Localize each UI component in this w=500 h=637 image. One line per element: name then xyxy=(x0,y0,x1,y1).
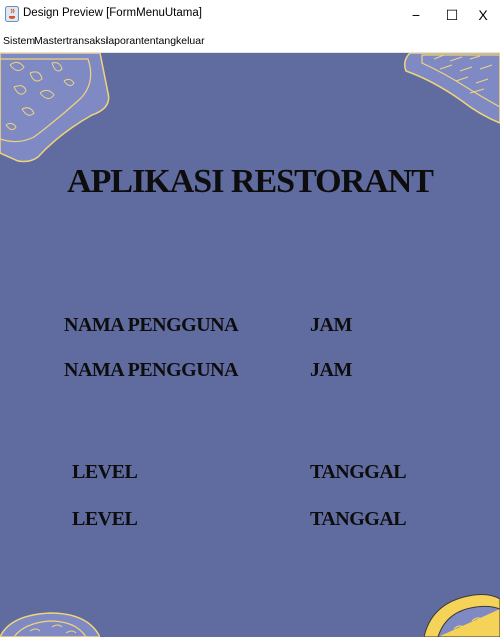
time-caption-label: JAM xyxy=(310,314,352,336)
menu-sistem[interactable]: Sistem xyxy=(3,35,36,47)
level-value-label: LEVEL xyxy=(72,508,138,530)
menu-master[interactable]: Master xyxy=(34,35,67,47)
level-caption-label: LEVEL xyxy=(72,461,138,483)
user-value-label: NAMA PENGGUNA xyxy=(64,359,239,381)
date-value-label: TANGGAL xyxy=(310,508,407,530)
menu-keluar[interactable]: keluar xyxy=(176,35,205,47)
food-plate-icon xyxy=(0,53,115,165)
yellow-dish-icon xyxy=(424,593,500,637)
window-title: Design Preview [FormMenuUtama] xyxy=(23,7,202,19)
minimize-button[interactable]: − xyxy=(411,7,421,23)
time-value-label: JAM xyxy=(310,359,352,381)
menu-bar xyxy=(0,30,500,53)
menu-laporan[interactable]: laporan xyxy=(106,35,142,47)
food-tray-icon xyxy=(400,53,500,125)
java-cup-icon xyxy=(5,6,19,22)
menu-tentang[interactable]: tentang xyxy=(141,35,177,47)
app-title: APLIKASI RESTORANT xyxy=(67,163,433,200)
date-caption-label: TANGGAL xyxy=(310,461,407,483)
maximize-button[interactable]: ☐ xyxy=(445,7,459,23)
main-panel xyxy=(0,53,500,637)
user-caption-label: NAMA PENGGUNA xyxy=(64,314,239,336)
bowl-icon xyxy=(0,609,100,637)
menu-transaksi[interactable]: transaksi xyxy=(66,35,109,47)
window-title-bar[interactable] xyxy=(0,0,500,30)
close-button[interactable]: X xyxy=(478,7,488,23)
